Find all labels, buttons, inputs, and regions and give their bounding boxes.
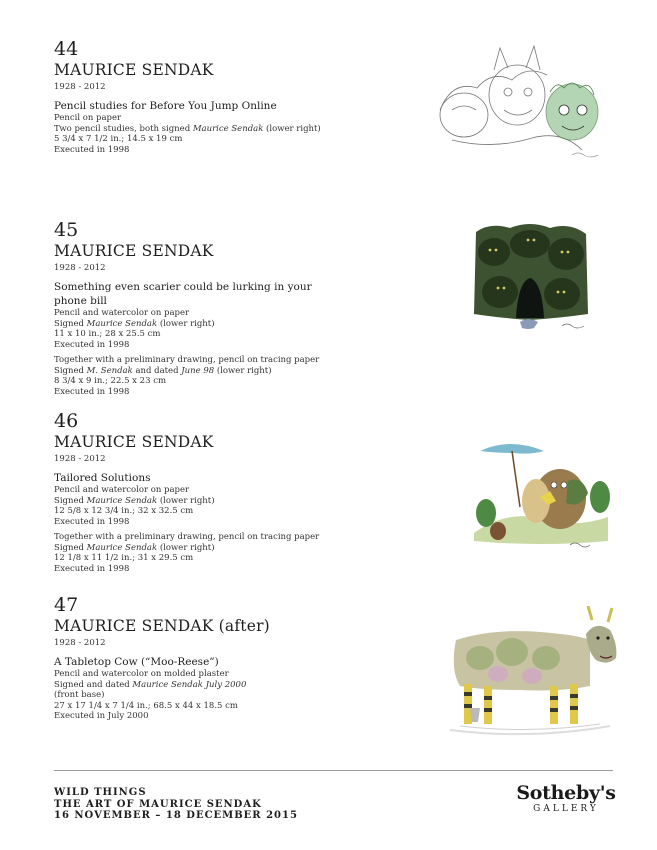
preliminary-dimensions: 8 3/4 x 9 in.; 22.5 x 23 cm <box>54 376 167 386</box>
preliminary-executed: Executed in 1998 <box>54 563 130 574</box>
artist-name: MAURICE SENDAK <box>54 242 214 260</box>
artwork-title: A Tabletop Cow (“Moo-Reese”) <box>54 656 219 668</box>
lot-47 <box>54 594 414 722</box>
preliminary-signature: Signed M. Sendak and dated June 98 (lower right) <box>54 365 272 376</box>
dimensions: 27 x 17 1/4 x 7 1/4 in.; 68.5 x 44 x 18.5 cm <box>54 700 238 711</box>
artist-name: MAURICE SENDAK <box>54 61 214 79</box>
preliminary-executed: Executed in 1998 <box>54 386 130 397</box>
artwork-title: Something even scarier could be lurking in your phone bill <box>54 281 312 307</box>
preliminary-signature: Signed Maurice Sendak (lower right) <box>54 542 215 553</box>
exhibition-dates: 16 NOVEMBER – 18 DECEMBER 2015 <box>54 810 298 821</box>
artist-dates: 1928 - 2012 <box>54 82 106 92</box>
signature: Signed Maurice Sendak (lower right) <box>54 318 215 329</box>
dimensions: 12 5/8 x 12 3/4 in.; 32 x 32.5 cm <box>54 506 194 516</box>
medium: Pencil and watercolor on paper <box>54 308 190 318</box>
dimensions: 11 x 10 in.; 28 x 25.5 cm <box>54 329 161 339</box>
artist-dates: 1928 - 2012 <box>54 454 106 464</box>
signature-location: (front base) <box>54 690 105 700</box>
lot-44 <box>54 38 414 155</box>
artist-name: MAURICE SENDAK (after) <box>54 617 270 635</box>
monsters-umbrella-icon <box>470 437 612 557</box>
signature: Signed and dated Maurice Sendak July 2000 <box>54 679 247 690</box>
dimensions: 5 3/4 x 7 1/2 in.; 14.5 x 19 cm <box>54 134 183 144</box>
executed-date: Executed in 1998 <box>54 516 130 527</box>
medium: Pencil on paper <box>54 113 122 123</box>
dark-forest-icon <box>470 222 590 342</box>
lot-46 <box>54 410 414 574</box>
lot-45 <box>54 219 414 397</box>
lot-number: 47 <box>54 594 79 616</box>
footer-divider <box>54 770 613 771</box>
lot-number: 46 <box>54 410 79 432</box>
preliminary-drawing: Together with a preliminary drawing, pencil on tracing paper <box>54 532 320 542</box>
executed-date: Executed in 1998 <box>54 144 130 155</box>
exhibition-title: WILD THINGS <box>54 787 147 798</box>
executed-date: Executed in 1998 <box>54 339 130 350</box>
medium: Pencil and watercolor on paper <box>54 485 190 495</box>
lot-number: 45 <box>54 219 79 241</box>
painted-cow-sculpture-icon <box>440 600 620 740</box>
preliminary-drawing: Together with a preliminary drawing, pencil on tracing paper <box>54 355 320 365</box>
sothebys-gallery-logo <box>516 783 616 815</box>
artwork-title: Tailored Solutions <box>54 472 151 484</box>
logo-subtitle: GALLERY <box>533 804 599 814</box>
artist-dates: 1928 - 2012 <box>54 263 106 273</box>
preliminary-dimensions: 12 1/8 x 11 1/2 in.; 31 x 29.5 cm <box>54 553 194 563</box>
lot-number: 44 <box>54 38 79 60</box>
logo-name: Sotheby's <box>516 782 616 804</box>
signature: Signed Maurice Sendak (lower right) <box>54 495 215 506</box>
artwork-title: Pencil studies for Before You Jump Online <box>54 100 277 112</box>
signature: Two pencil studies, both signed Maurice Sendak (lower right) <box>54 123 321 134</box>
artist-name: MAURICE SENDAK <box>54 433 214 451</box>
sketch-wild-things-icon <box>432 40 612 170</box>
medium: Pencil and watercolor on molded plaster <box>54 669 229 679</box>
exhibition-info <box>54 787 298 822</box>
executed-date: Executed in July 2000 <box>54 711 149 721</box>
artist-dates: 1928 - 2012 <box>54 638 106 648</box>
exhibition-subtitle: THE ART OF MAURICE SENDAK <box>54 798 262 810</box>
